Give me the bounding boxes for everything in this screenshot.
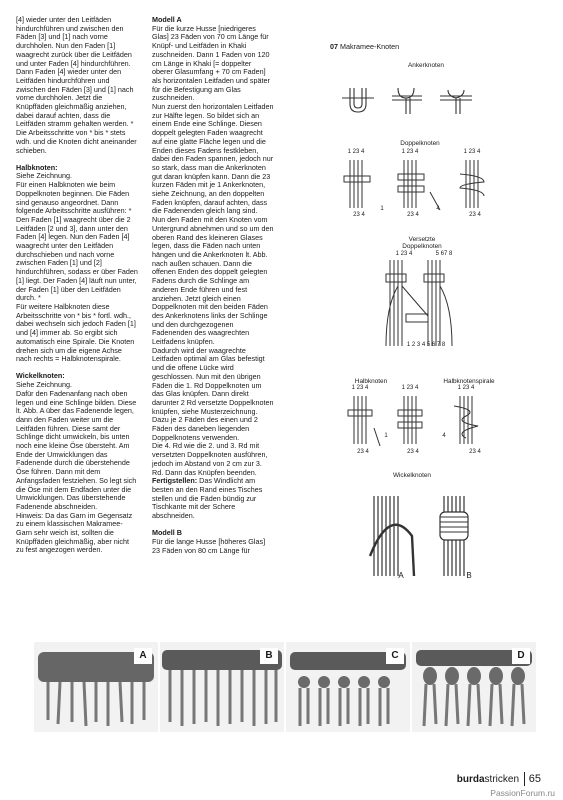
photo-d-label: D — [512, 648, 530, 664]
modell-a-text-3: Nun den Faden mit den Knoten vom Untergrund abnehmen und so um den oberen Rand des kleineren Glases legen, dass die Fäden nach unten hängen und die Ankerknoten lt. Abb. nach außen schauen. Dann die offenen Enden des doppelt gelegten Fadens durch die Schlinge am anderen Ende führen und fest anziehen. Jetzt gleich einen Doppelknoten mit den beiden Fäden des Ankerknotens links der Schlinge und den durchgezogenen Fadenenden des waagrechten Leitfadens knüpfen. — [152, 215, 274, 347]
label-versetzte-doppelknoten: Doppelknoten — [402, 243, 442, 250]
doppel-nums-top-1: 1 23 4 — [347, 149, 365, 155]
modell-b-text-1: Für die lange Husse [höheres Glas] 23 Fäden von 80 cm Länge für — [152, 536, 266, 555]
text-column-left — [16, 16, 138, 564]
halb-nums-bottom-2: 23 4 — [407, 449, 419, 455]
ankerknoten-drawing — [342, 88, 472, 114]
watermark: PassionForum.ru — [490, 788, 555, 798]
doppel-nums-top-2: 1 23 4 — [401, 149, 419, 155]
photo-c — [286, 642, 410, 732]
label-versetzte: Versetzte — [408, 236, 436, 243]
wickelknoten-text-1: Siehe Zeichnung. — [16, 380, 72, 390]
modell-a-text-5: Die 4. Rd wie die 2. und 3. Rd mit versetzten Doppelknoten ausführen, jedoch im Abstand von 2 cm zur 3. Rd. Dann das Knüpfen beenden. — [152, 441, 268, 477]
versetzte-doppelknoten-drawing — [386, 260, 452, 346]
photo-a-label: A — [134, 648, 152, 664]
halb-nums-bottom-3: 23 4 — [469, 449, 481, 455]
photo-c-label: C — [386, 648, 404, 664]
wickelknoten-text-2: Dafür den Fadenanfang nach oben legen und eine Schlinge bilden. Diese lt. Abb. A über das Fadenende legen, dann den Faden weiter um die Leitfäden führen. Diese samt der Schlinge dicht umwickeln, bis unten noch eine kleine Öse übersteht. Am Ende der Umwicklungen das Fadenende durch die überstehende Öse führen. Dann mit dem Anfangsfaden festziehen. So legt sich die Öse mit dem Endfaden unter die Umwicklungen. Das überstehende Fadenende abschneiden. — [16, 388, 137, 511]
modell-b-section — [152, 529, 274, 555]
halb-nums-bottom-1: 23 4 — [357, 449, 369, 455]
page-number: 65 — [528, 773, 541, 785]
doppel-nums-bottom-3: 23 4 — [469, 212, 481, 218]
halb-nums-top-2: 1 23 4 — [401, 385, 419, 391]
modell-a-text-1: Für die kurze Husse [niedrigeres Glas] 23 Fäden von 70 cm Länge für Knüpf- und Leitfäden in Khaki zuschneiden. Dann 1 Faden von 120 cm Länge in Khaki [= doppelter oberer Glasumfang + 70 cm Faden] als horizontalen Leitfaden und später für die Befestigung am Glas zuschneiden. — [152, 23, 270, 103]
macrame-knots-diagram — [330, 36, 552, 596]
photo-a — [34, 642, 158, 732]
text-column-middle — [152, 16, 274, 564]
brand-logo — [457, 774, 519, 785]
doppel-num-1: 1 — [380, 206, 384, 212]
versetzt-nums-top-right: 5 67 8 — [435, 251, 453, 257]
wickelknoten-text-3: Hinweis: Da das Garn im Gegensatz zu einem klassischen Makramee-Garn sehr weich ist, sollten die Knüpffäden gleichmäßig, aber nicht zu fest angezogen werden. — [16, 510, 133, 555]
wickelknoten-heading: Wickelknoten: — [16, 371, 65, 381]
wickelknoten-drawing — [370, 496, 468, 576]
doppel-nums-top-3: 1 23 4 — [463, 149, 481, 155]
doppelknoten-drawing — [344, 160, 484, 210]
label-doppelknoten: Doppelknoten — [400, 140, 440, 147]
halb-nums-top-1: 1 23 4 — [351, 385, 369, 391]
fertigstellen-label: Fertigstellen: — [152, 476, 198, 486]
versetzt-nums-bottom: 1 2 3 4 5 6 7 8 — [406, 342, 446, 348]
doppel-nums-bottom-2: 23 4 — [407, 212, 419, 218]
wickel-label-b: B — [466, 571, 472, 580]
intro-paragraph: [4] wieder unter den Leitfäden hindurchführen und zwischen den Fäden [3] und [1] nach vorne durchholen. Nun den Faden [1] waagrecht zurück über die Leitfäden und unter Faden [4] hindurchführen. Dann Faden [4] wieder unter den Leitfäden hindurchführen und zwischen den Fäden [3] und [1] nach vorne durchholen. Jetzt die Knüpffäden gleichmäßig anziehen, dabei darauf achten, dass die Leitfäden stramm gehalten werden. * Die Arbeitsschritte von * bis * stets wdh. und die Knoten dicht aneinander schieben. — [16, 15, 137, 155]
fertigstellen-text: Das Windlicht am besten an den Rand eines Tisches stellen und die Fäden bündig zur Tischkante mit der Schere abschneiden. — [152, 476, 263, 521]
modell-a-section — [152, 16, 274, 521]
halbknoten-text-2: Für einen Halbknoten wie beim Doppelknoten beginnen. Die Fäden sind genauso angeordnet. Dann folgende Arbeitsschritte ausführen: * Den Faden [1] waagrecht über die 2 Leitfäden [2 und 3], dann unter den Faden [4] legen. Nun den Faden [4] waagrecht unter den Leitfäden durchschieben und nach vorne zwischen Faden [1] und [2] hindurchführen, sodass er über Faden [1] liegt. Der Faden [4] läuft nun unter, der Faden [1] über den Leitfäden durch. * — [16, 180, 138, 303]
halbknoten-heading: Halbknoten: — [16, 162, 58, 172]
modell-a-text-2: Nun zuerst den horizontalen Leitfaden zur Hälfte legen. So bildet sich an einem Ende eine Schlinge. Diesen doppelt gelegten Faden waagrecht auf eine glatte Fläche legen und die Enden dieses Fadens festkleben, dabei den Faden spannen, jedoch nur so stark, dass man die Ankerknoten gut daran knüpfen kann. Dann die 23 kurzen Fäden mit je 1 Ankerknoten, siehe Zeichnung, an den doppelten Faden knüpfen, darauf achten, dass die Fadenenden gleich lang sind. — [152, 102, 274, 216]
halb-num-1: 1 — [384, 433, 388, 439]
label-ankerknoten: Ankerknoten — [408, 62, 444, 69]
brand-rest: stricken — [484, 774, 519, 785]
photo-b — [160, 642, 284, 732]
doppel-num-4: 4 — [436, 206, 440, 212]
photo-d — [412, 642, 536, 732]
footer-divider — [524, 772, 525, 786]
versetzt-nums-top-left: 1 23 4 — [395, 251, 413, 257]
photo-b-label: B — [260, 648, 278, 664]
halbknoten-text-1: Siehe Zeichnung. — [16, 171, 72, 181]
modell-a-heading: Modell A — [152, 15, 182, 24]
halb-num-4: 4 — [442, 433, 446, 439]
halbknoten-section — [16, 164, 138, 364]
halb-nums-top-3: 1 23 4 — [457, 385, 475, 391]
label-halbknotenspirale: Halbknotenspirale — [443, 378, 495, 385]
label-halbknoten: Halbknoten — [354, 378, 388, 385]
wickel-label-a: A — [398, 571, 404, 580]
modell-a-text-4: Dadurch wird der waagrechte Leitfaden optimal am Glas befestigt und die offene Lücke wird geschlossen. Nun mit den übrigen Fäden die 1. Rd Doppelknoten um das Glas knüpfen. Dann direkt darunter 2 Rd versetzte Doppelknoten knüpfen, siehe Musterzeichnung. Dazu je 2 Fäden des einen und 2 Fäden des daneben liegenden Doppelknotens verwenden. — [152, 345, 274, 442]
figure-number: 07 — [330, 42, 338, 51]
figure-title-text: Makramee-Knoten — [340, 42, 400, 51]
brand-bold: burda — [456, 774, 485, 785]
modell-b-heading: Modell B — [152, 528, 182, 538]
halbknoten-drawing — [348, 396, 478, 446]
halbknoten-text-3: Für weitere Halbknoten diese Arbeitsschritte von * bis * fortl. wdh., dabei wechseln sich jedoch Faden [1] und [4] immer ab. So ergibt sich automatisch eine Spirale. Die Knoten drehen sich um die eigene Achse nach rechts = Halbknotenspirale. — [16, 302, 136, 364]
wickelknoten-section — [16, 372, 138, 555]
doppel-nums-bottom-1: 23 4 — [353, 212, 365, 218]
label-wickelknoten: Wickelknoten — [392, 472, 431, 479]
